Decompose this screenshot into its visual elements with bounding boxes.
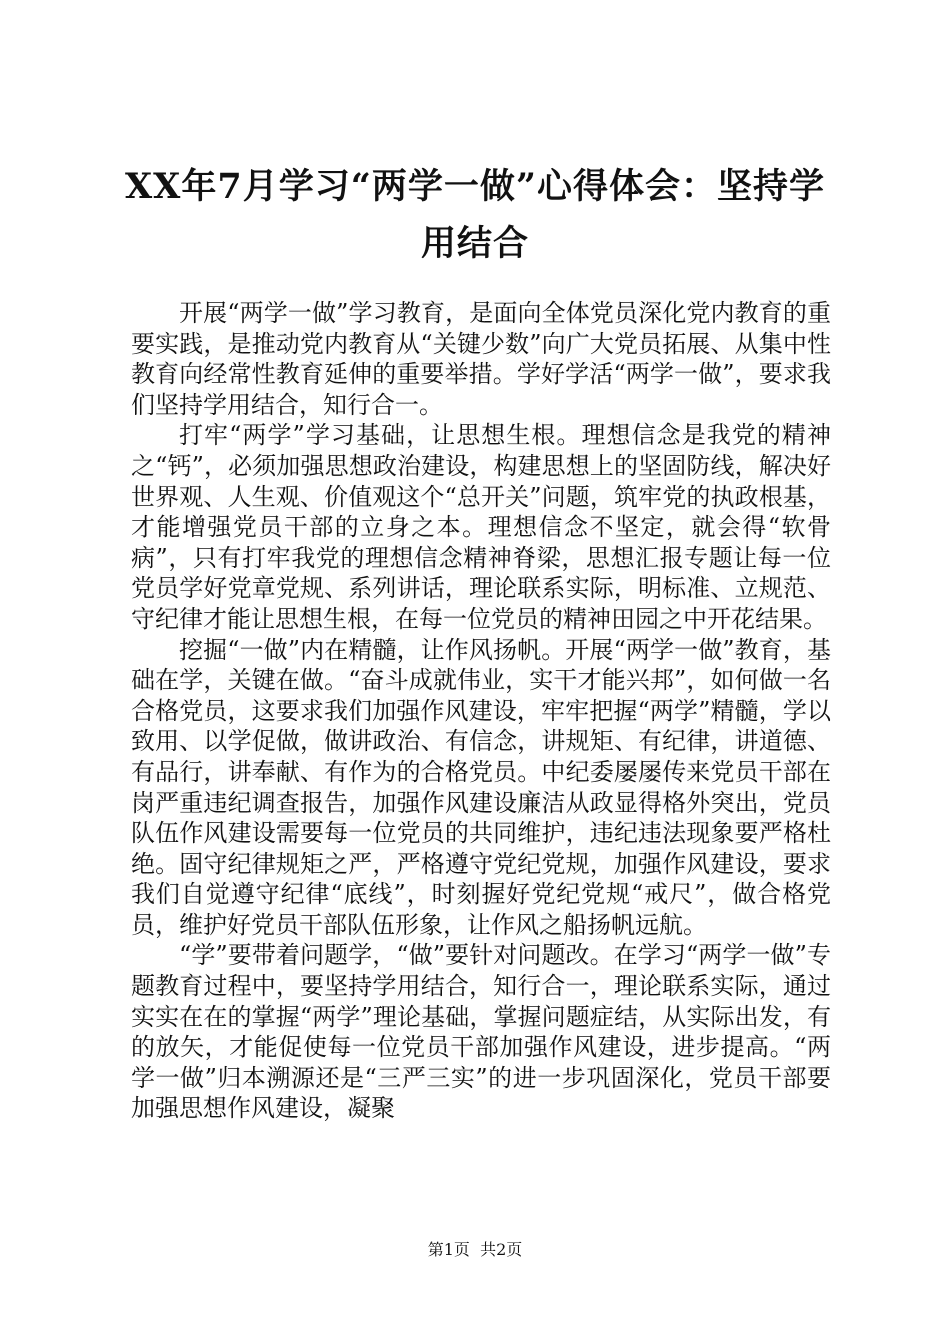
- paragraph: “学”要带着问题学，“做”要针对问题改。在学习“两学一做”专题教育过程中，要坚持学用结合，知行合一，理论联系实际，通过实实在在的掌握“两学”理论基础，掌握问题症结，从实际出发，有的放矢，才能促使每一位党员干部加强作风建设，进步提高。“两学一做”归本溯源还是“三严三实”的进一步巩固深化，党员干部要加强思想作风建设，凝聚: [131, 941, 831, 1123]
- paragraph: 挖掘“一做”内在精髓，让作风扬帆。开展“两学一做”教育，基础在学，关键在做。“奋斗成就伟业，实干才能兴邦”，如何做一名合格党员，这要求我们加强作风建设，牢牢把握“两学”精髓，学以致用、以学促做，做讲政治、有信念，讲规矩、有纪律，讲道德、有品行，讲奉献、有作为的合格党员。中纪委屡屡传来党员干部在岗严重违纪调查报告，加强作风建设廉洁从政显得格外突出，党员队伍作风建设需要每一位党员的共同维护，违纪违法现象要严格杜绝。固守纪律规矩之严，严格遵守党纪党规，加强作风建设，要求我们自觉遵守纪律“底线”，时刻握好党纪党规“戒尺”，做合格党员，维护好党员干部队伍形象，让作风之船扬帆远航。: [131, 635, 831, 939]
- page-number: 第1页: [427, 1240, 470, 1259]
- footer-separator: [470, 1240, 480, 1259]
- page-footer: [0, 1240, 950, 1260]
- paragraph: 打牢“两学”学习基础，让思想生根。理想信念是我党的精神之“钙”，必须加强思想政治建设，构建思想上的坚固防线，解决好世界观、人生观、价值观这个“总开关”问题，筑牢党的执政根基，才能增强党员干部的立身之本。理想信念不坚定，就会得“软骨病”，只有打牢我党的理想信念精神脊梁，思想汇报专题让每一位党员学好党章党规、系列讲话，理论联系实际，明标准、立规范、守纪律才能让思想生根，在每一位党员的精神田园之中开花结果。: [131, 421, 831, 633]
- paragraph: 开展“两学一做”学习教育，是面向全体党员深化党内教育的重要实践，是推动党内教育从“关键少数”向广大党员拓展、从集中性教育向经常性教育延伸的重要举措。学好学活“两学一做”，要求我们坚持学用结合，知行合一。: [131, 299, 831, 419]
- document-body: [131, 298, 831, 1124]
- document-title: XX年7月学习“两学一做”心得体会：坚持学用结合: [125, 166, 825, 264]
- page-total: 共2页: [480, 1240, 523, 1259]
